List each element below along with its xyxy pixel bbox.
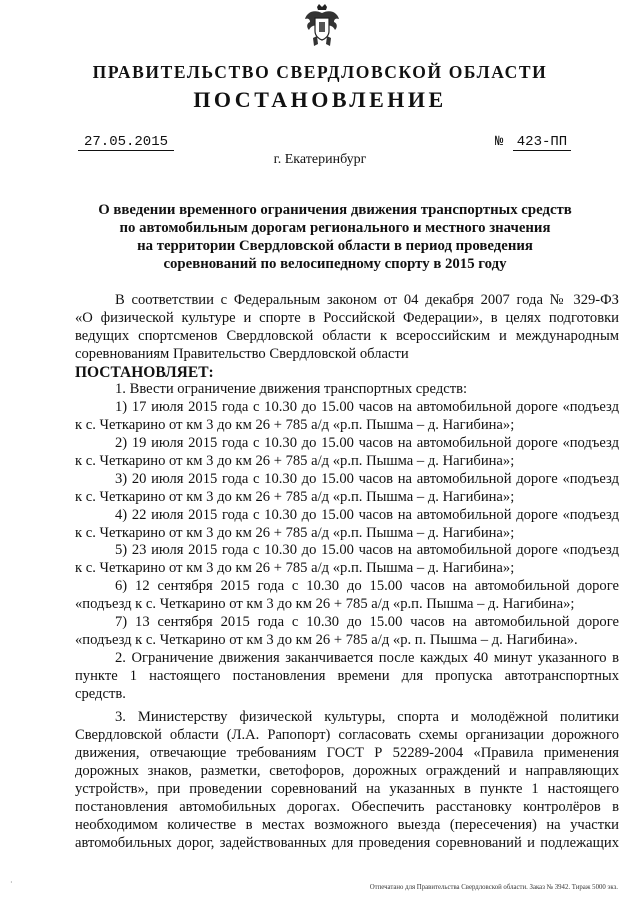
item2-line: пункте 1 настоящего постановления времени для пропуска автотранспортных bbox=[75, 667, 619, 684]
item3-line: постановления автомобильных дорогах. Обеспечить расстановку контролёров в bbox=[75, 798, 619, 815]
preamble-line: соревнованиям Правительство Свердловской области bbox=[75, 345, 409, 362]
item3-line: Свердловской области (Л.А. Рапопорт) согласовать схемы организации дорожного bbox=[75, 727, 619, 744]
list-item-line: 3) 20 июля 2015 года с 10.30 до 15.00 часов на автомобильной дороге «подъезд bbox=[115, 470, 619, 487]
list-item-line: «подъезд к с. Четкарино от км 3 до км 26 + 785 а/д «р. п. Пышма – д. Нагибина». bbox=[75, 631, 578, 648]
document-date: 27.05.2015 bbox=[78, 134, 174, 151]
item3-line: необходимом количестве в местах возможного выезда (пересечения) на участки bbox=[75, 816, 619, 833]
list-item-line: к с. Четкарино от км 3 до км 26 + 785 а/д «р.п. Пышма – д. Нагибина»; bbox=[75, 524, 515, 541]
list-item-line: к с. Четкарино от км 3 до км 26 + 785 а/д «р.п. Пышма – д. Нагибина»; bbox=[75, 453, 515, 470]
document-body bbox=[75, 292, 619, 853]
title-line: на территории Свердловской области в период проведения bbox=[137, 238, 533, 254]
list-item-line: 7) 13 сентября 2015 года с 10.30 до 15.00 часов на автомобильной дороге bbox=[115, 614, 619, 631]
list-item-line: 4) 22 июля 2015 года с 10.30 до 15.00 часов на автомобильной дороге «подъезд bbox=[115, 506, 619, 523]
resolves-heading: ПОСТАНОВЛЯЕТ: bbox=[75, 363, 214, 381]
item3-line: движения, отвечающие требованиям ГОСТ Р 52289-2004 «Правила применения bbox=[75, 745, 619, 762]
list-item-line: к с. Четкарино от км 3 до км 26 + 785 а/д «р.п. Пышма – д. Нагибина»; bbox=[75, 560, 515, 577]
document-number: 423-ПП bbox=[513, 134, 571, 151]
number-label: № bbox=[495, 134, 504, 150]
document-type-heading: ПОСТАНОВЛЕНИЕ bbox=[193, 87, 447, 112]
item2-line: 2. Ограничение движения заканчивается после каждых 40 минут указанного в bbox=[115, 649, 619, 666]
item1-intro: 1. Ввести ограничение движения транспортных средств: bbox=[115, 381, 468, 398]
list-item-line: 1) 17 июля 2015 года с 10.30 до 15.00 часов на автомобильной дороге «подъезд bbox=[115, 399, 619, 416]
item3-line: 3. Министерству физической культуры, спорта и молодёжной политики bbox=[115, 709, 619, 726]
title-line: по автомобильным дорогам регионального и местного значения bbox=[119, 220, 551, 236]
item3-line: автомобильных дорог, задействованных для проведения соревнований и подлежащих bbox=[75, 834, 619, 851]
list-item-line: к с. Четкарино от км 3 до км 26 + 785 а/д «р.п. Пышма – д. Нагибина»; bbox=[75, 488, 515, 505]
print-footer: Отпечатано для Правительства Свердловской области. Заказ № 3942. Тираж 5000 экз. bbox=[369, 884, 618, 891]
document-title bbox=[70, 201, 600, 273]
list-item-line: «подъезд к с. Четкарино от км 3 до км 26 + 785 а/д «р.п. Пышма – д. Нагибина»; bbox=[75, 596, 575, 613]
city-name: г. Екатеринбург bbox=[273, 152, 367, 167]
coat-of-arms-emblem bbox=[304, 4, 340, 48]
margin-mark: · bbox=[10, 878, 13, 887]
list-item-line: 6) 12 сентября 2015 года с 10.30 до 15.00 часов на автомобильной дороге bbox=[115, 578, 619, 595]
preamble-line: «О физической культуре и спорте в Российской Федерации», в целях подготовки bbox=[75, 309, 619, 326]
title-line: соревнований по велосипедному спорту в 2015 году bbox=[163, 256, 507, 272]
list-item-line: к с. Четкарино от км 3 до км 26 + 785 а/д «р.п. Пышма – д. Нагибина»; bbox=[75, 417, 515, 434]
item3-line: дорожных знаков, разметки, светофоров, дорожных ограждений и направляющих bbox=[75, 763, 619, 780]
item3-line: устройств», при проведении соревнований на указанных в пункте 1 настоящего bbox=[75, 781, 619, 798]
list-item-line: 2) 19 июля 2015 года с 10.30 до 15.00 часов на автомобильной дороге «подъезд bbox=[115, 435, 619, 452]
title-line: О введении временного ограничения движения транспортных средств bbox=[98, 202, 572, 218]
government-heading: ПРАВИТЕЛЬСТВО СВЕРДЛОВСКОЙ ОБЛАСТИ bbox=[92, 62, 548, 82]
preamble-line: В соответствии с Федеральным законом от 04 декабря 2007 года № 329-ФЗ bbox=[115, 292, 619, 308]
list-item-line: 5) 23 июля 2015 года с 10.30 до 15.00 часов на автомобильной дороге «подъезд bbox=[115, 542, 619, 559]
item2-line: средств. bbox=[75, 685, 126, 702]
preamble-line: ведущих спортсменов Свердловской области к всероссийским и международным bbox=[75, 327, 619, 344]
